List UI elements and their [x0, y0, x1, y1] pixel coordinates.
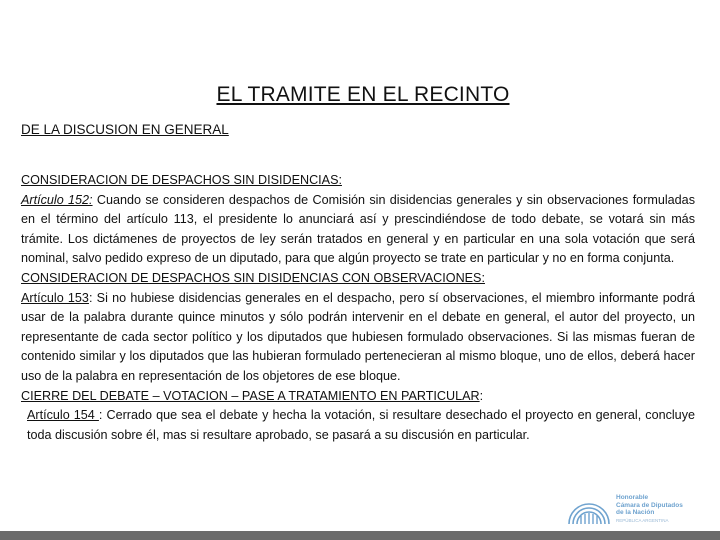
- heading-cierre-debate-colon: :: [479, 388, 484, 403]
- article-153-text: : Si no hubiese disidencias generales en el despacho, pero sí observaciones, el miembro informante podrá usar de la palabra durante quince minutos y sólo podrán intervenir en el debate en general, el autor del proyecto, un representante de cada sector político y los diputados que hubiesen formulado observaciones. Si las mismas fueran de contenido similar y los diputados que las hubieran formulado pertenecieran al mismo bloque, uno de ellos, deberá hacer uso de la palabra en representación de los objetores de ese bloque.: [21, 290, 695, 383]
- logo-line-3: de la Nación: [616, 509, 655, 516]
- heading-sin-disidencias: CONSIDERACION DE DESPACHOS SIN DISIDENCIAS:: [21, 173, 342, 187]
- article-152-label: Artículo 152:: [21, 192, 93, 207]
- article-154-text: : Cerrado que sea el debate y hecha la votación, si resultare desechado el proyecto en general, concluye toda discusión sobre él, mas si resultare aprobado, se pasará a su discusión en particular.: [27, 408, 695, 442]
- page-title: EL TRAMITE EN EL RECINTO: [216, 83, 510, 106]
- logo-line-4: REPÚBLICA ARGENTINA: [616, 517, 669, 523]
- section-subtitle: DE LA DISCUSION EN GENERAL: [21, 122, 229, 137]
- logo-line-2: Cámara de Diputados: [616, 501, 683, 509]
- congress-dome-icon: [566, 492, 612, 526]
- article-154-paragraph: [21, 406, 695, 445]
- article-153-label: Artículo 153: [21, 290, 89, 305]
- heading-cierre-debate: [21, 387, 695, 407]
- heading-cierre-debate-text: CIERRE DEL DEBATE – VOTACION – PASE A TRATAMIENTO EN PARTICULAR: [21, 388, 480, 403]
- article-152-text: Cuando se consideren despachos de Comisión sin disidencias generales y sin observaciones formuladas en el término del artículo 113, el presidente lo anunciará así y prescindiéndose de todo debate, se votará sin más trámite. Los dictámenes de proyectos de ley serán tratados en general y en particular en una sola votación que será nominal, salvo pedido expreso de un diputado, para que algún proyecto se trate en particular y no en forma conjunta.: [21, 192, 695, 266]
- article-153-paragraph: [21, 289, 695, 387]
- camara-logo: [566, 491, 696, 527]
- document-body: [21, 171, 695, 445]
- heading-con-observaciones: CONSIDERACION DE DESPACHOS SIN DISIDENCIAS CON OBSERVACIONES:: [21, 270, 485, 285]
- logo-line-1: Honorable: [616, 494, 649, 501]
- logo-text: [616, 494, 683, 524]
- article-152-paragraph: [21, 191, 695, 269]
- article-154-label: Artículo 154: [27, 408, 99, 423]
- footer-bar: [0, 531, 720, 540]
